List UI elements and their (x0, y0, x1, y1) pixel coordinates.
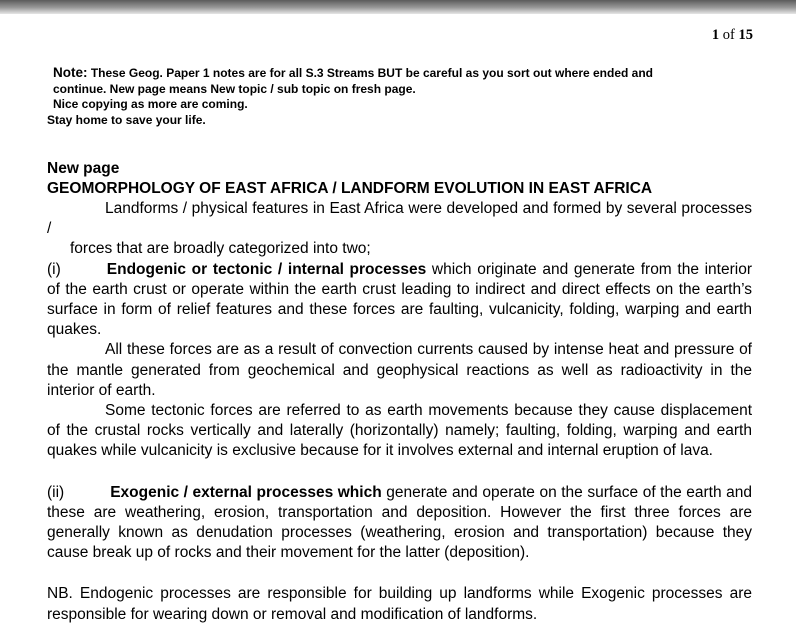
page-of: of (722, 27, 735, 43)
item-number-i: (i) (47, 260, 61, 278)
endogenic-text: which originate and generate from the interior of the earth crust or operate within the earth crust leading to indirect and direct effects on the earth’s surface in form of relief features and these forces are faulting, vulcanicity, folding, warping and earth quakes. (47, 260, 752, 339)
page-number (712, 27, 753, 44)
main-content (47, 159, 752, 625)
window-top-edge (0, 0, 796, 14)
paragraph-tectonic: Some tectonic forces are referred to as earth movements because they cause displacement of the crustal rocks vertically and laterally (horizontally) namely; faulting, folding, warping and earth quakes while vulcanicity is exclusive because for it involves external and internal eruption of lava. (47, 402, 752, 460)
endogenic-term: Endogenic or tectonic / internal processes (106, 260, 427, 278)
note-block (47, 65, 767, 128)
paragraph-endogenic (47, 260, 752, 341)
page-current: 1 (711, 27, 720, 43)
note-line-2: continue. New page means New topic / sub topic on fresh page. (53, 81, 416, 96)
item-number-ii: (ii) (47, 483, 65, 501)
exogenic-term: Exogenic / external processes which (110, 483, 382, 501)
document-page (0, 14, 796, 623)
paragraph-convection: All these forces are as a result of convection currents caused by intense heat and pressure of the mantle generated from geochemical and geophysical reactions as well as radioactivity in the interior of earth. (47, 341, 752, 399)
page-total: 15 (738, 27, 753, 43)
new-page-heading: New page (47, 160, 120, 177)
note-line-4: Stay home to save your life. (47, 112, 206, 127)
intro-line-2: forces that are broadly categorized into two; (70, 240, 371, 258)
nb-paragraph: NB. Endogenic processes are responsible for building up landforms while Exogenic processes are responsible for wearing down or removal and modification of landforms. (47, 585, 752, 623)
note-line-3: Nice copying as more are coming. (53, 97, 248, 111)
note-line-1: These Geog. Paper 1 notes are for all S.3 Streams BUT be careful as you sort out where ended and (90, 66, 654, 80)
paragraph-exogenic (47, 483, 752, 564)
intro-line-1: Landforms / physical features in East Africa were developed and formed by several processes / (47, 200, 752, 238)
exogenic-text: generate and operate on the surface of the earth and these are weathering, erosion, transportation and deposition. However the first three forces are generally known as denudation processes (weathering, erosion and transportation) because they cause break up of rocks and their movement for the latter (deposition). (47, 483, 752, 562)
document-title: GEOMORPHOLOGY OF EAST AFRICA / LANDFORM EVOLUTION IN EAST AFRICA (47, 180, 653, 197)
note-label: Note: (53, 65, 88, 80)
